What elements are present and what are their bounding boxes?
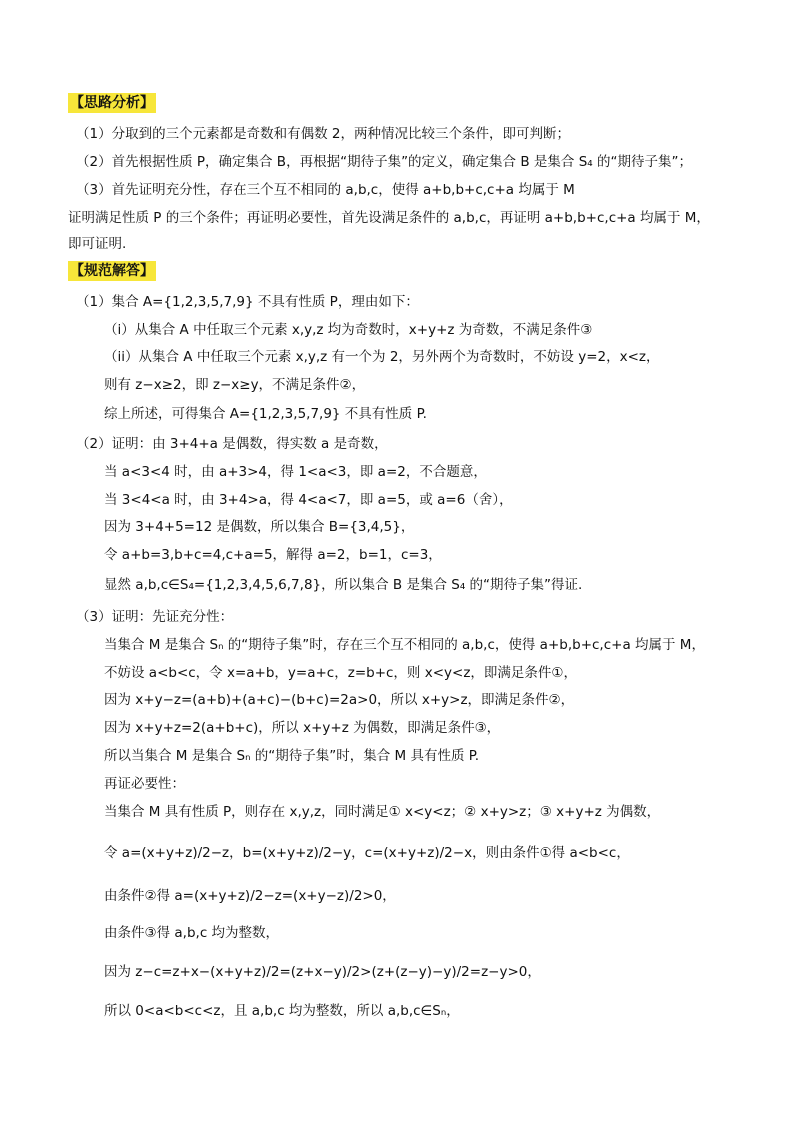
text-line: 当集合 M 具有性质 P，则存在 x,y,z，同时满足① x<y<z；② x+y>z；③ x+y+z 为偶数， bbox=[104, 804, 661, 820]
text-line: 由条件②得 a=(x+y+z)/2−z=(x+y−z)/2>0， bbox=[104, 888, 396, 904]
text-line: （2）证明：由 3+4+a 是偶数，得实数 a 是奇数， bbox=[76, 436, 388, 452]
text-line: 证明满足性质 P 的三个条件；再证明必要性，首先设满足条件的 a,b,c，再证明 a+b,b+c,c+a 均属于 M， bbox=[68, 210, 710, 226]
text-line: 当 3<4<a 时，由 3+4>a，得 4<a<7，即 a=5，或 a=6（舍）， bbox=[104, 492, 513, 508]
text-line: （ii）从集合 A 中任取三个元素 x,y,z 有一个为 2，另外两个为奇数时，不妨设 y=2，x<z， bbox=[104, 349, 660, 365]
text-line: 即可证明. bbox=[68, 236, 127, 252]
text-line: （i）从集合 A 中任取三个元素 x,y,z 均为奇数时，x+y+z 为奇数，不满足条件③ bbox=[104, 322, 593, 338]
text-line: （3）证明：先证充分性： bbox=[76, 609, 234, 625]
section-title-analysis: 【思路分析】 bbox=[70, 95, 154, 111]
text-line: 所以当集合 M 是集合 Sₙ 的“期待子集”时，集合 M 具有性质 P. bbox=[104, 748, 480, 764]
text-line: 因为 x+y−z=(a+b)+(a+c)−(b+c)=2a>0，所以 x+y>z，即满足条件②， bbox=[104, 692, 575, 708]
text-line: 令 a+b=3,b+c=4,c+a=5，解得 a=2，b=1，c=3， bbox=[104, 547, 442, 563]
text-line: （2）首先根据性质 P，确定集合 B，再根据“期待子集”的定义，确定集合 B 是集合 S₄ 的“期待子集”； bbox=[76, 154, 692, 170]
text-line: 则有 z−x≥2，即 z−x≥y，不满足条件②， bbox=[104, 377, 366, 393]
text-line: 综上所述，可得集合 A={1,2,3,5,7,9} 不具有性质 P. bbox=[104, 406, 427, 422]
text-line: 因为 z−c=z+x−(x+y+z)/2=(z+x−y)/2>(z+(z−y)−y)/2=z−y>0， bbox=[104, 964, 541, 980]
text-line: 不妨设 a<b<c，令 x=a+b，y=a+c，z=b+c，则 x<y<z，即满足条件①， bbox=[104, 665, 578, 681]
text-line: 因为 x+y+z=2(a+b+c)，所以 x+y+z 为偶数，即满足条件③， bbox=[104, 720, 501, 736]
text-line: 当集合 M 是集合 Sₙ 的“期待子集”时，存在三个互不相同的 a,b,c，使得 a+b,b+c,c+a 均属于 M， bbox=[104, 637, 705, 653]
text-line: 所以 0<a<b<c<z，且 a,b,c 均为整数，所以 a,b,c∈Sₙ， bbox=[104, 1003, 460, 1019]
text-line: 当 a<3<4 时，由 a+3>4，得 1<a<3，即 a=2，不合题意， bbox=[104, 464, 487, 480]
text-line: （1）集合 A={1,2,3,5,7,9} 不具有性质 P，理由如下： bbox=[76, 294, 419, 310]
text-line: 再证必要性： bbox=[104, 776, 185, 792]
text-line: 显然 a,b,c∈S₄={1,2,3,4,5,6,7,8}，所以集合 B 是集合 S₄ 的“期待子集”得证. bbox=[104, 577, 583, 593]
text-line: （1）分取到的三个元素都是奇数和有偶数 2，两种情况比较三个条件，即可判断； bbox=[76, 126, 570, 142]
text-line: （3）首先证明充分性，存在三个互不相同的 a,b,c，使得 a+b,b+c,c+a 均属于 M bbox=[76, 182, 575, 198]
text-line: 因为 3+4+5=12 是偶数，所以集合 B={3,4,5}， bbox=[104, 519, 415, 535]
text-line: 令 a=(x+y+z)/2−z，b=(x+y+z)/2−y，c=(x+y+z)/2−x，则由条件①得 a<b<c， bbox=[104, 845, 630, 861]
section-title-solution: 【规范解答】 bbox=[70, 263, 154, 279]
text-line: 由条件③得 a,b,c 均为整数， bbox=[104, 925, 280, 941]
